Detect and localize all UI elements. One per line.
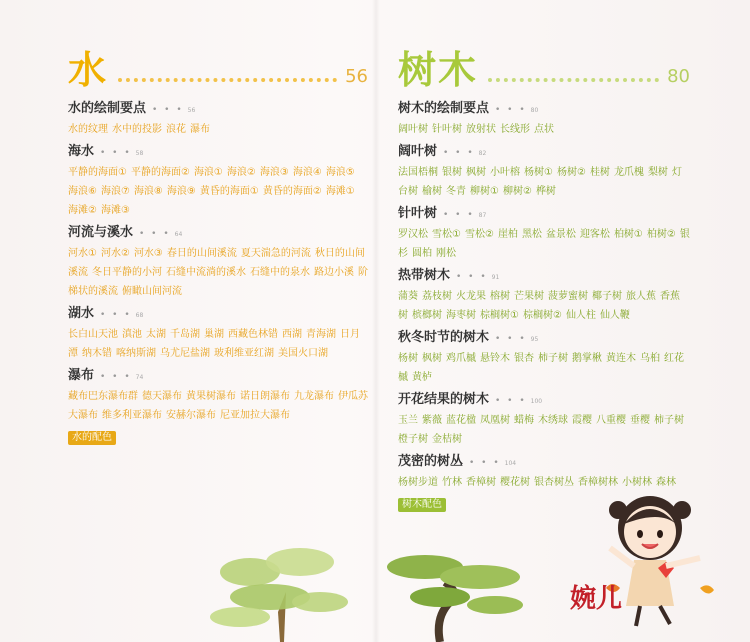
- color-scheme-tag: 树木配色: [398, 498, 446, 512]
- toc-item[interactable]: 安赫尔瀑布: [166, 410, 216, 421]
- toc-item[interactable]: 崖柏: [497, 229, 518, 240]
- section-heading: [68, 224, 368, 244]
- toc-item[interactable]: 夏天湍急的河流: [240, 248, 311, 259]
- section-items: [398, 411, 690, 449]
- toc-item[interactable]: 海浪⑦: [100, 186, 130, 197]
- toc-item[interactable]: 雪松②: [464, 229, 494, 240]
- leader-dots: • • •: [469, 458, 501, 468]
- section-items: [398, 120, 690, 139]
- section-page-number: 74: [135, 374, 144, 381]
- pine-tree-illustration: [200, 542, 360, 642]
- toc-item[interactable]: 青海湖: [306, 329, 336, 340]
- section-title: 河流与溪水: [68, 225, 134, 240]
- toc-section: [398, 100, 690, 139]
- toc-section: [398, 205, 690, 263]
- toc-item[interactable]: 海滩①: [325, 186, 355, 197]
- toc-item[interactable]: 火龙果: [456, 291, 486, 302]
- section-page-number: 58: [135, 150, 144, 157]
- toc-item[interactable]: 河水③: [133, 248, 163, 259]
- toc-item[interactable]: 针叶树: [432, 124, 462, 135]
- section-heading: [398, 143, 690, 163]
- toc-item[interactable]: 樱花树: [500, 477, 530, 488]
- leader-dots: • • •: [443, 148, 475, 158]
- leader-dots: • • •: [100, 148, 132, 158]
- section-page-number: 68: [135, 312, 144, 319]
- toc-item[interactable]: 诺日朗瀑布: [240, 391, 290, 402]
- toc-item[interactable]: 紫薇: [422, 415, 442, 426]
- toc-item[interactable]: 维多利亚瀑布: [102, 410, 162, 421]
- toc-item[interactable]: 平静的海面①: [68, 167, 127, 178]
- toc-item[interactable]: 棕榈树②: [522, 310, 562, 321]
- toc-item[interactable]: 法国梧桐: [398, 167, 438, 178]
- toc-item[interactable]: 杨树②: [556, 167, 586, 178]
- toc-item[interactable]: 尼亚加拉大瀑布: [220, 410, 290, 421]
- toc-item[interactable]: 枫树: [422, 353, 442, 364]
- section-items: [398, 163, 690, 201]
- toc-item[interactable]: 藏布巴东瀑布群: [68, 391, 138, 402]
- toc-section: [398, 391, 690, 449]
- toc-item[interactable]: 路边小溪: [314, 267, 354, 278]
- toc-item[interactable]: 海浪⑤: [325, 167, 355, 178]
- toc-item[interactable]: 香蕉树: [398, 291, 680, 321]
- toc-section: [398, 453, 690, 492]
- section-heading: [398, 205, 690, 225]
- toc-item[interactable]: 蓝花楹: [446, 415, 476, 426]
- toc-item[interactable]: 九龙瀑布: [294, 391, 334, 402]
- leader-dots: • • •: [456, 272, 488, 282]
- section-items: [68, 387, 368, 425]
- section-heading: [68, 100, 368, 120]
- toc-item[interactable]: 梨树: [647, 167, 668, 178]
- section-page-number: 87: [478, 212, 487, 219]
- section-title: 水的绘制要点: [68, 101, 147, 116]
- toc-item[interactable]: 霞樱: [572, 415, 592, 426]
- toc-item[interactable]: 黑松: [521, 229, 542, 240]
- toc-item[interactable]: 海浪④: [292, 167, 322, 178]
- section-title: 阔叶树: [398, 144, 438, 159]
- section-title: 树木的绘制要点: [398, 101, 490, 116]
- toc-item[interactable]: 八重樱: [596, 415, 626, 426]
- page-fold: [372, 0, 380, 642]
- toc-item[interactable]: 海浪⑨: [166, 186, 196, 197]
- chapter-page-number: 56: [345, 66, 368, 87]
- section-heading: [68, 367, 368, 387]
- toc-item[interactable]: 柳树②: [502, 186, 532, 197]
- leader-dots: • • •: [495, 334, 527, 344]
- section-list: [398, 100, 690, 492]
- toc-item[interactable]: 蒲葵: [398, 291, 418, 302]
- section-heading: [398, 267, 690, 287]
- toc-item[interactable]: 柳树①: [470, 186, 499, 197]
- toc-item[interactable]: 海浪⑥: [68, 186, 97, 197]
- leader-dots: • • •: [443, 210, 475, 220]
- toc-section: [68, 224, 368, 301]
- toc-item[interactable]: 桂树: [589, 167, 610, 178]
- toc-item[interactable]: 海浪①: [193, 167, 223, 178]
- toc-item[interactable]: 蜡梅: [514, 415, 534, 426]
- toc-item[interactable]: 海枣树: [446, 310, 476, 321]
- toc-item[interactable]: 银树: [442, 167, 462, 178]
- toc-item[interactable]: 金桔树: [432, 434, 462, 445]
- chapter-title: 水: [68, 48, 109, 92]
- toc-item[interactable]: 乌桕: [640, 353, 660, 364]
- toc-item[interactable]: 旅人蕉: [626, 291, 656, 302]
- section-title: 瀑布: [68, 368, 95, 383]
- section-items: [398, 225, 690, 263]
- toc-item[interactable]: 槟榔树: [412, 310, 442, 321]
- toc-item[interactable]: 海浪②: [226, 167, 256, 178]
- toc-item[interactable]: 秋日的山间溪流: [68, 248, 365, 278]
- toc-item[interactable]: 雪松①: [432, 229, 461, 240]
- toc-item[interactable]: 棕榈树①: [480, 310, 519, 321]
- toc-item[interactable]: 圆柏: [412, 248, 432, 259]
- toc-item[interactable]: 纳木错: [82, 348, 112, 359]
- toc-item[interactable]: 海浪③: [259, 167, 289, 178]
- toc-item[interactable]: 海滩②: [68, 205, 97, 216]
- toc-item[interactable]: 水的纹理: [68, 124, 108, 135]
- toc-item[interactable]: 迎客松: [579, 229, 610, 240]
- toc-item[interactable]: 黄果树瀑布: [186, 391, 236, 402]
- section-page-number: 100: [530, 398, 543, 405]
- toc-item[interactable]: 点状: [534, 124, 554, 135]
- section-heading: [398, 391, 690, 411]
- toc-item[interactable]: 滇池: [122, 329, 142, 340]
- toc-item[interactable]: 榆树: [422, 186, 442, 197]
- toc-item[interactable]: 银杏树丛: [534, 477, 574, 488]
- toc-item[interactable]: 银杉: [398, 229, 690, 259]
- toc-item[interactable]: 鹅掌楸: [572, 353, 602, 364]
- toc-item[interactable]: 河水①: [68, 248, 97, 259]
- section-items: [68, 163, 368, 220]
- chapter-header: [68, 44, 368, 92]
- toc-item[interactable]: 瀑布: [190, 124, 210, 135]
- section-title: 针叶树: [398, 206, 438, 221]
- toc-item[interactable]: 春日的山间溪流: [166, 248, 237, 259]
- section-heading: [398, 329, 690, 349]
- toc-item[interactable]: 银杏: [514, 353, 534, 364]
- chapter-leader-dots: [118, 78, 337, 82]
- section-items: [68, 325, 368, 363]
- toc-item[interactable]: 鸡爪槭: [446, 353, 476, 364]
- toc-item[interactable]: 桦树: [535, 186, 556, 197]
- toc-item[interactable]: 芒果树: [514, 291, 544, 302]
- toc-item[interactable]: 美国火口湖: [278, 348, 328, 359]
- toc-item[interactable]: 荔枝树: [422, 291, 452, 302]
- toc-item[interactable]: 巢湖: [204, 329, 224, 340]
- toc-item[interactable]: 仙人鞭: [599, 310, 630, 321]
- toc-item[interactable]: 浪花: [166, 124, 186, 135]
- toc-item[interactable]: 橙子树: [398, 434, 428, 445]
- section-page-number: 104: [504, 460, 517, 467]
- toc-item[interactable]: 竹林: [442, 477, 462, 488]
- section-page-number: 82: [478, 150, 487, 157]
- section-title: 海水: [68, 144, 95, 159]
- toc-item[interactable]: 阔叶树: [398, 124, 428, 135]
- leader-dots: • • •: [100, 310, 132, 320]
- toc-item[interactable]: 椰子树: [592, 291, 622, 302]
- water-chapter: [68, 44, 368, 445]
- toc-item[interactable]: 玉兰: [398, 415, 418, 426]
- toc-item[interactable]: 石缝中流淌的溪水: [166, 267, 246, 278]
- section-page-number: 91: [491, 274, 500, 281]
- section-heading: [68, 143, 368, 163]
- section-page-number: 80: [530, 107, 539, 114]
- section-heading: [398, 100, 690, 120]
- leader-dots: • • •: [139, 229, 171, 239]
- leader-dots: • • •: [152, 105, 184, 115]
- chapter-leader-dots: [488, 78, 659, 82]
- section-title: 热带树木: [398, 268, 451, 283]
- toc-item[interactable]: 喀纳斯湖: [116, 348, 156, 359]
- toc-item[interactable]: 悬铃木: [480, 353, 510, 364]
- section-items: [398, 349, 690, 387]
- toc-item[interactable]: 菠萝蜜树: [548, 291, 588, 302]
- toc-item[interactable]: 榕树: [490, 291, 510, 302]
- toc-item[interactable]: 杨树: [398, 353, 418, 364]
- mascot-label: 婉儿: [570, 584, 623, 614]
- toc-item[interactable]: 太湖: [146, 329, 166, 340]
- toc-item[interactable]: 平静的海面②: [130, 167, 190, 178]
- toc-item[interactable]: 红花槭: [398, 353, 684, 383]
- section-title: 茂密的树丛: [398, 454, 464, 469]
- toc-item[interactable]: 凤凰树: [480, 415, 510, 426]
- toc-item[interactable]: 香樟树林: [578, 477, 618, 488]
- toc-item[interactable]: 柿子树: [538, 353, 568, 364]
- toc-item[interactable]: 木绣球: [538, 415, 568, 426]
- toc-item[interactable]: 日月潭: [68, 329, 360, 359]
- toc-item[interactable]: 水中的投影: [112, 124, 162, 135]
- section-page-number: 95: [530, 336, 539, 343]
- toc-item[interactable]: 垂樱: [630, 415, 650, 426]
- toc-item[interactable]: 杨树①: [524, 167, 553, 178]
- toc-item[interactable]: 伊瓜苏大瀑布: [68, 391, 368, 421]
- toc-item[interactable]: 枫树: [466, 167, 486, 178]
- tree-chapter: [398, 44, 690, 512]
- toc-item[interactable]: 玻利维亚红湖: [214, 348, 274, 359]
- toc-item[interactable]: 西藏色林错: [228, 329, 278, 340]
- toc-section: [68, 100, 368, 139]
- toc-item[interactable]: 德天瀑布: [142, 391, 182, 402]
- toc-item[interactable]: 森林: [656, 477, 676, 488]
- section-title: 开花结果的树木: [398, 392, 490, 407]
- toc-item[interactable]: 黄连木: [606, 353, 636, 364]
- toc-section: [398, 143, 690, 201]
- section-page-number: 64: [174, 231, 183, 238]
- section-page-number: 56: [187, 107, 196, 114]
- toc-item[interactable]: 罗汉松: [398, 229, 428, 240]
- toc-item[interactable]: 柏树②: [646, 229, 676, 240]
- toc-item[interactable]: 冬青: [446, 186, 466, 197]
- section-title: 秋冬时节的树木: [398, 330, 490, 345]
- toc-item[interactable]: 阶梯状的溪流: [68, 267, 368, 297]
- toc-item[interactable]: 杨树步道: [398, 477, 438, 488]
- toc-item[interactable]: 乌尤尼盐湖: [160, 348, 210, 359]
- section-items: [68, 120, 368, 139]
- section-title: 湖水: [68, 306, 95, 321]
- toc-item[interactable]: 俯瞰山间河流: [122, 286, 182, 297]
- toc-item[interactable]: 小叶榕: [490, 167, 520, 178]
- chapter-title: 树木: [398, 48, 479, 92]
- toc-item[interactable]: 灯台树: [398, 167, 682, 197]
- toc-item[interactable]: 海浪⑧: [133, 186, 163, 197]
- toc-item[interactable]: 香樟树: [466, 477, 496, 488]
- toc-item[interactable]: 黄昏的海面②: [262, 186, 322, 197]
- toc-section: [68, 143, 368, 220]
- toc-item[interactable]: 龙爪槐: [613, 167, 644, 178]
- toc-section: [68, 367, 368, 425]
- toc-item[interactable]: 冬日平静的小河: [92, 267, 162, 278]
- toc-item[interactable]: 河水②: [100, 248, 130, 259]
- toc-item[interactable]: 长白山天池: [68, 329, 118, 340]
- leader-dots: • • •: [495, 396, 527, 406]
- leader-dots: • • •: [100, 372, 132, 382]
- toc-item[interactable]: 柿子树: [654, 415, 684, 426]
- toc-item[interactable]: 刚松: [436, 248, 456, 259]
- section-list: [68, 100, 368, 425]
- toc-section: [398, 329, 690, 387]
- toc-item[interactable]: 千岛湖: [170, 329, 200, 340]
- chapter-header: [398, 44, 690, 92]
- pine-tree-illustration: [380, 547, 530, 642]
- toc-item[interactable]: 盆景松: [545, 229, 576, 240]
- toc-item[interactable]: 小树林: [622, 477, 652, 488]
- toc-item[interactable]: 黄栌: [412, 372, 432, 383]
- toc-item[interactable]: 仙人柱: [565, 310, 596, 321]
- toc-section: [398, 267, 690, 325]
- section-heading: [398, 453, 690, 473]
- section-items: [68, 244, 368, 301]
- toc-item[interactable]: 放射状: [466, 124, 496, 135]
- toc-item[interactable]: 黄昏的海面①: [199, 186, 259, 197]
- section-items: [398, 287, 690, 325]
- leader-dots: • • •: [495, 105, 527, 115]
- toc-item[interactable]: 海滩③: [100, 205, 130, 216]
- toc-item[interactable]: 长线形: [500, 124, 530, 135]
- color-scheme-tag: 水的配色: [68, 431, 116, 445]
- section-heading: [68, 305, 368, 325]
- chapter-page-number: 80: [667, 66, 690, 87]
- toc-item[interactable]: 石缝中的泉水: [250, 267, 310, 278]
- toc-section: [68, 305, 368, 363]
- toc-item[interactable]: 柏树①: [613, 229, 643, 240]
- toc-item[interactable]: 西湖: [282, 329, 302, 340]
